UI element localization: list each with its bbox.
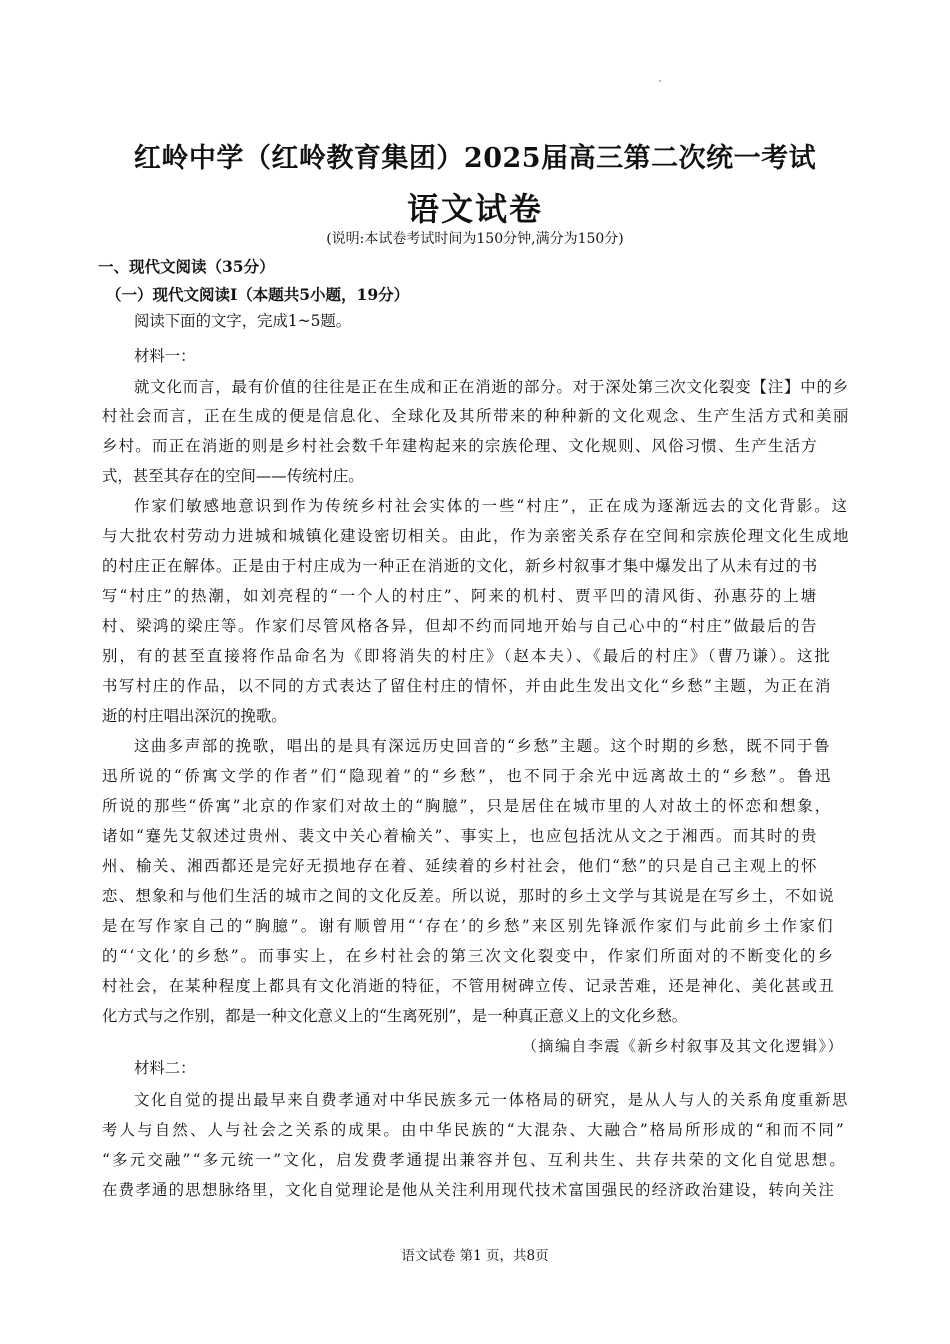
passage-line: 在费孝通的思想脉络里，文化自觉理论是他从关注利用现代技术富国强民的经济政治建设，转向关注 xyxy=(102,1181,835,1199)
passage-line: 州、榆关、湘西都还是完好无损地存在着、延续着的乡村社会，他们“愁”的只是自己主观上的怀 xyxy=(102,857,818,875)
exam-note: (说明:本试卷考试时间为150分钟,满分为150分) xyxy=(326,231,624,247)
passage-line: 村社会而言，正在生成的便是信息化、全球化及其所带来的种种新的文化观念、生产生活方式和美丽 xyxy=(102,407,850,425)
source-citation: （摘编自李震《新乡村叙事及其文化逻辑》） xyxy=(522,1037,844,1055)
passage-line: 阅读下面的文字，完成1~5题。 xyxy=(134,312,352,330)
section-heading: 一、现代文阅读（35分） xyxy=(98,257,275,276)
passage-line: 村、梁鸿的梁庄等。作家们尽管风格各异，但却不约而同地开始与自己心中的“村庄”做最后的告 xyxy=(102,617,818,635)
passage-line: 就文化而言，最有价值的往往是正在生成和正在消逝的部分。对于深处第三次文化裂变【注】中的乡 xyxy=(134,378,849,396)
passage-line: 与大批农村劳动力进城和城镇化建设密切相关。由此，作为亲密关系存在空间和宗族伦理文化生成地 xyxy=(102,527,850,545)
passage-line: 诸如“蹇先艾叙述过贵州、裴文中关心着榆关”、事实上，也应包括沈从文之于湘西。而其时的贵 xyxy=(102,827,818,845)
passage-line: 式，甚至其存在的空间——传统村庄。 xyxy=(102,467,364,485)
scan-speck xyxy=(659,80,661,82)
passage-line: 的“‘文化’的乡愁”。而事实上，在乡村社会的第三次文化裂变中，作家们所面对的不断变化的乡 xyxy=(102,947,835,965)
passage-line: 别，有的甚至直接将作品命名为《即将消失的村庄》（赵本夫）、《最后的村庄》（曹乃谦）。这批 xyxy=(102,647,832,665)
passage-line: 书写村庄的作品，以不同的方式表达了留住村庄的情怀，并由此生发出文化“乡愁”主题，为正在消 xyxy=(102,677,832,695)
subsection-heading: （一）现代文阅读Ⅰ（本题共5小题，19分） xyxy=(106,285,410,304)
exam-title: 红岭中学（红岭教育集团）2025届高三第二次统一考试 xyxy=(133,143,817,174)
passage-line: 村社会，在某种程度上都具有文化消逝的特征，不管用树碑立传、记录苦难，还是神化、美化甚或丑 xyxy=(102,977,835,995)
passage-line: 文化自觉的提出最早来自费孝通对中华民族多元一体格局的研究，是从人与人的关系角度重新思 xyxy=(134,1091,849,1109)
passage-line: 化方式与之作别，都是一种文化意义上的“生离死别”，是一种真正意义上的文化乡愁。 xyxy=(102,1007,688,1025)
passage-line: 所说的那些“侨寓”北京的作家们对故土的“胸臆”，只是居住在城市里的人对故土的怀恋和想象， xyxy=(102,797,832,815)
passage-line: 考人与自然、人与社会之关系的成果。由中华民族的“大混杂、大融合”格局所形成的“和而不同” xyxy=(102,1121,846,1139)
passage-line: 恋、想象和与他们生活的城市之间的文化反差。所以说，那时的乡土文学与其说是在写乡土，不如说 xyxy=(102,887,835,905)
passage-line: 作家们敏感地意识到作为传统乡村社会实体的一些“村庄”，正在成为逐渐远去的文化背影。这 xyxy=(134,497,849,515)
passage-line: 材料二： xyxy=(134,1059,196,1077)
passage-line: 材料一： xyxy=(134,347,196,365)
passage-line: 是在写作家自己的“胸臆”。谢有顺曾用“‘存在’的乡愁”来区别先锋派作家们与此前乡土作家们 xyxy=(102,917,835,935)
passage-line: 乡村。而正在消逝的则是乡村社会数千年建构起来的宗族伦理、文化规则、风俗习惯、生产生活方 xyxy=(102,437,818,455)
passage-line: 逝的村庄唱出深沉的挽歌。 xyxy=(102,707,287,725)
passage-line: “多元交融”“多元统一”文化，启发费孝通提出兼容并包、互利共生、共存共荣的文化自觉思想。 xyxy=(102,1151,847,1169)
subject-title: 语文试卷 xyxy=(406,190,543,228)
passage-line: 写“村庄”的热潮，如刘亮程的“一个人的村庄”、阿来的机村、贾平凹的清风街、孙惠芬的上塘 xyxy=(102,587,818,605)
passage-line: 这曲多声部的挽歌，唱出的是具有深远历史回音的“乡愁”主题。这个时期的乡愁，既不同于鲁 xyxy=(134,737,831,755)
passage-line: 迅所说的“侨寓文学的作者”们“隐现着”的“乡愁”，也不同于余光中远离故土的“乡愁”。鲁迅 xyxy=(102,767,833,785)
passage-line: 的村庄正在解体。正是由于村庄成为一种正在消逝的文化，新乡村叙事才集中爆发出了从未有过的书 xyxy=(102,557,818,575)
page-footer: 语文试卷 第1 页，共8页 xyxy=(401,1248,549,1264)
